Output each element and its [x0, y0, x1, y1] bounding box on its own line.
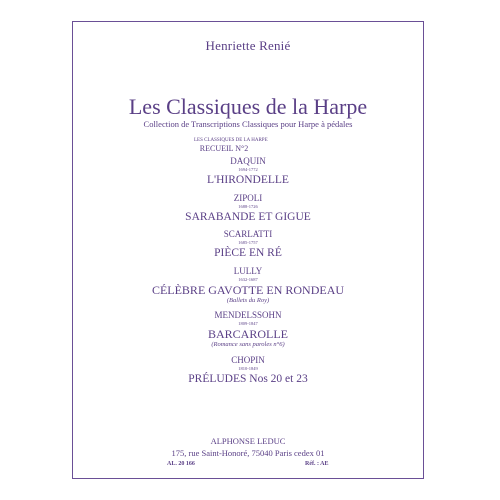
collection-title: Les Classiques de la Harpe [128, 94, 368, 119]
piece-title: CÉLÈBRE GAVOTTE EN RONDEAU [151, 283, 345, 297]
piece-composer: ZIPOLI [233, 193, 263, 203]
piece-mendelssohn [73, 310, 423, 349]
piece-composer: LULLY [233, 266, 263, 276]
piece-dates: 1632-1687 [238, 277, 258, 282]
piece-composer: DAQUIN [230, 156, 266, 166]
piece-title: SARABANDE ET GIGUE [185, 211, 311, 223]
author-name: Henriette Renié [205, 38, 291, 53]
piece-title: PIÈCE EN RÉ [214, 247, 282, 259]
publisher-block [73, 435, 423, 459]
piece-composer: MENDELSSOHN [214, 310, 282, 320]
piece-dates: 1809-1847 [238, 321, 258, 326]
piece-daquin [73, 156, 423, 187]
piece-subtitle: (Ballets du Roy) [226, 297, 270, 304]
publisher-name: ALPHONSE LEDUC [210, 436, 286, 446]
piece-scarlatti [73, 229, 423, 260]
collection-subtitle: Collection de Transcriptions Classiques pour Harpe à pédales [143, 119, 353, 129]
piece-dates: 1685-1757 [238, 240, 258, 245]
piece-title: L'HIRONDELLE [207, 174, 289, 186]
piece-chopin [73, 355, 423, 386]
recueil-number: RECUEIL N°2 [199, 144, 249, 153]
piece-dates: 1810-1849 [238, 366, 258, 371]
piece-title: PRÉLUDES Nos 20 et 23 [188, 373, 308, 385]
piece-dates: 1688-1726 [238, 204, 258, 209]
publisher-address: 175, rue Saint-Honoré, 75040 Paris cedex 01 [171, 448, 325, 458]
piece-dates: 1694-1772 [238, 167, 258, 172]
cover-frame [72, 21, 424, 479]
catalog-number: AL. 20 166 [167, 461, 195, 467]
piece-zipoli [73, 193, 423, 224]
piece-subtitle: (Romance sans paroles n°6) [211, 341, 285, 348]
piece-title: BARCAROLLE [207, 327, 288, 341]
piece-composer: SCARLATTI [223, 229, 273, 239]
piece-composer: CHOPIN [231, 355, 265, 365]
piece-lully [73, 266, 423, 305]
score-cover [64, 12, 434, 486]
series-small-label: LES CLASSIQUES DE LA HARPE [194, 138, 268, 143]
reference-code: Réf. : AE [305, 461, 329, 467]
